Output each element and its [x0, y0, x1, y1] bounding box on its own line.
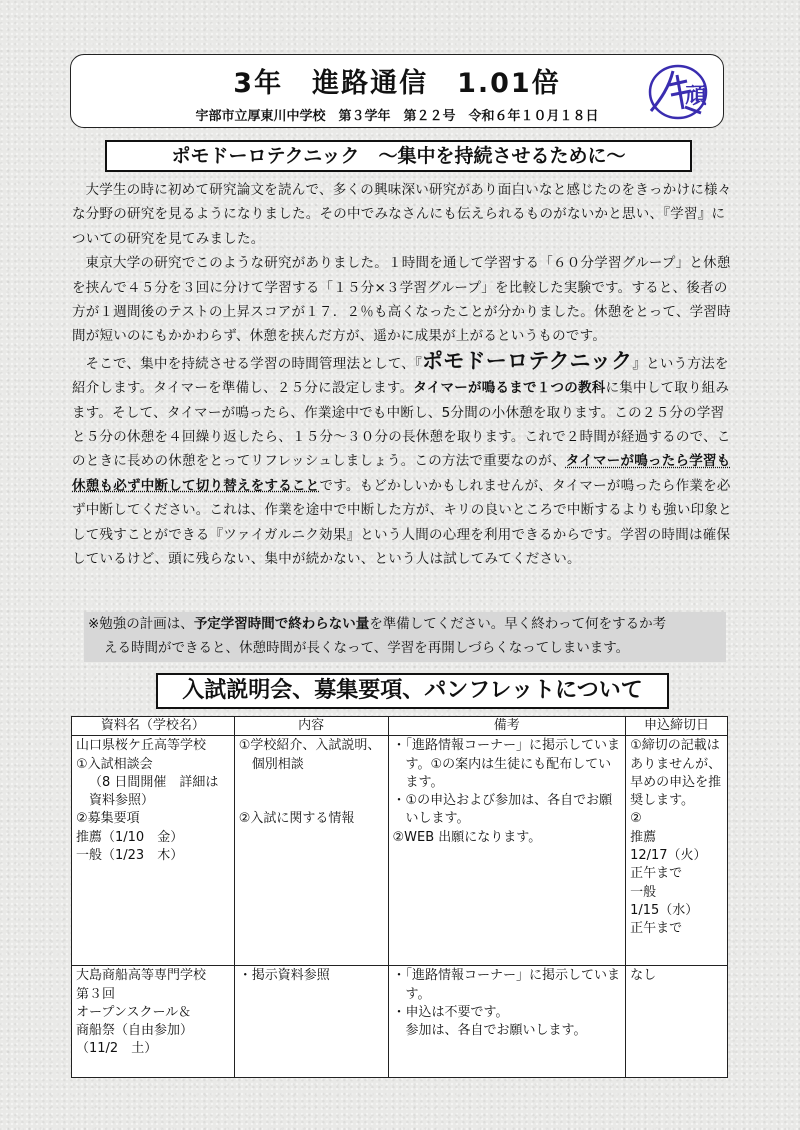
notes-item: ・①の申込および参加は、各自でお願いします。 [392, 793, 613, 827]
deadline-cell [626, 736, 728, 966]
deadline-cell [626, 966, 728, 1078]
p3-text-b: 』という方法を紹介します。タイマーを準備し、２５分に設定します。 [72, 355, 729, 397]
newsletter-issue-info: 宇部市立厚東川中学校 第３学年 第２２号 令和６年１０月１８日 [195, 109, 599, 124]
content-cell [234, 736, 388, 966]
content-item: ②入試に関する情報 [238, 810, 355, 826]
content-item: ①学校紹介、入試説明、個別相談 [238, 738, 381, 772]
column-header-deadline: 申込締切日 [626, 717, 728, 736]
notes-item: ・申込は不要です。 [392, 1004, 509, 1020]
deadline-item: なし [630, 968, 657, 984]
newsletter-title: 3年 進路通信 1.01倍 [233, 68, 561, 99]
p3-bold-phrase: タイマーが鳴るまで１つの教科 [413, 380, 606, 397]
ganbare-logo-icon [647, 63, 709, 123]
notes-cell [388, 966, 626, 1078]
deadline-item: ② [630, 811, 642, 827]
content-item: ・掲示資料参照 [238, 968, 330, 984]
svg-text:頑: 頑 [685, 84, 708, 109]
school-name: 大島商船高等専門学校 [76, 968, 207, 984]
p3-text-c: に集中して取り組みます。そして、タイマーが鳴ったら、作業途中でも中断し、5分間の小休憩を取ります。この２５分の学習と５分の休憩を４回繰り返したら、１５分～３０分の長休憩を取ります。これで２時間が経過するので、このときに長めの休憩をとってリフレッシュしましょう。この方法で重要なのが、 [72, 380, 731, 470]
school-item: 資料参照） [89, 793, 155, 809]
deadline-item: 12/17（火） [630, 848, 707, 864]
school-item: 一般（1/23 木） [76, 848, 184, 864]
pomodoro-section-heading: ポモドーロテクニック ～集中を持続させるために～ [105, 140, 692, 172]
article-body [72, 178, 732, 572]
note-text-b: を準備してください。早く終わって何をするか考 [369, 616, 667, 632]
table-row [72, 966, 728, 1078]
school-item: ①入試相談会 [76, 756, 153, 772]
p3-text-d: です。もどかしいかもしれませんが、タイマーが鳴ったら作業を必ず中断してください。これは、作業を途中で中断した方が、キリの良いところで中断するよりも強い印象として残すことができる『ツァイガルニク効果』という人間の心理を利用できるからです。学習の時間は確保しているけど、頭に残らない、集中が続かない、という人は試してみてください。 [72, 477, 732, 568]
note-line-1 [88, 612, 726, 636]
table-row [72, 736, 728, 966]
school-item: （11/2 土） [76, 1041, 158, 1057]
note-bold-phrase: 予定学習時間で終わらない量 [193, 616, 370, 632]
deadline-item: 一般 [630, 884, 657, 900]
p3-underlined-phrase: タイマーが鳴ったら学習も休憩も必ず中断して切り替えをすること [72, 453, 731, 494]
school-cell [72, 966, 235, 1078]
school-name: 山口県桜ケ丘高等学校 [76, 738, 207, 754]
school-item: 第３回 [76, 986, 116, 1002]
content-cell [234, 966, 388, 1078]
paragraph-1: 大学生の時に初めて研究論文を読んで、多くの興味深い研究があり面白いなと感じたのをきっかけに様々な分野の研究を見るようになりました。その中でみなさんにも伝えられるものがないかと思い、『学習』についての研究を見てみました。 [72, 182, 732, 247]
paragraph-3 [72, 349, 732, 572]
deadline-item: 1/15（水） [630, 902, 699, 918]
notes-item: ・「進路情報コーナー」に掲示しています。 [392, 968, 621, 1002]
note-line-2: える時間ができると、休憩時間が長くなって、学習を再開しづらくなってしまいます。 [104, 640, 630, 657]
school-item: ②募集要項 [76, 811, 140, 827]
exam-info-table [71, 716, 728, 1078]
deadline-item: ①締切の記載はありませんが、早めの申込を推奨します。 [630, 738, 722, 809]
deadline-item: 正午まで [630, 921, 683, 937]
school-item: オープンスクール＆ [76, 1004, 192, 1020]
study-plan-note [84, 612, 726, 662]
school-cell [72, 736, 235, 966]
column-header-school: 資料名（学校名） [72, 717, 235, 736]
school-item: （8 日間開催 詳細は [89, 774, 219, 790]
school-item: 推薦（1/10 金） [76, 829, 184, 845]
paragraph-2: 東京大学の研究でこのような研究がありました。１時間を通して学習する「６０分学習グループ」と休憩を挟んで４５分を３回に分けて学習する「１５分×３学習グループ」を比較した実験です。すると、後者の方が１週間後のテストの上昇スコアが１７．２％も高くなったことが分かりました。休憩をとって、学習時間が短いのにもかかわらず、休憩を挟んだ方が、遥かに成果が上がるというものです。 [72, 255, 731, 345]
header-box [70, 54, 724, 128]
column-header-notes: 備考 [388, 717, 626, 736]
school-item: 商船祭（自由参加） [76, 1023, 194, 1039]
notes-item: 参加は、各自でお願いします。 [405, 1023, 587, 1039]
deadline-item: 正午まで [630, 866, 683, 882]
p3-text-a: そこで、集中を持続させる学習の時間管理法として、『 [85, 355, 422, 372]
exam-info-section-heading: 入試説明会、募集要項、パンフレットについて [156, 673, 669, 709]
column-header-content: 内容 [234, 717, 388, 736]
notes-cell [388, 736, 626, 966]
deadline-item: 推薦 [630, 829, 657, 845]
pomodoro-term: ポモドーロテクニック [421, 348, 633, 373]
table-header-row [72, 717, 728, 736]
notes-item: ・「進路情報コーナー」に掲示しています。①の案内は生徒にも配布しています。 [392, 738, 621, 790]
note-text-a: ※勉強の計画は、 [88, 616, 194, 632]
notes-item: ②WEB 出願になります。 [392, 829, 542, 845]
